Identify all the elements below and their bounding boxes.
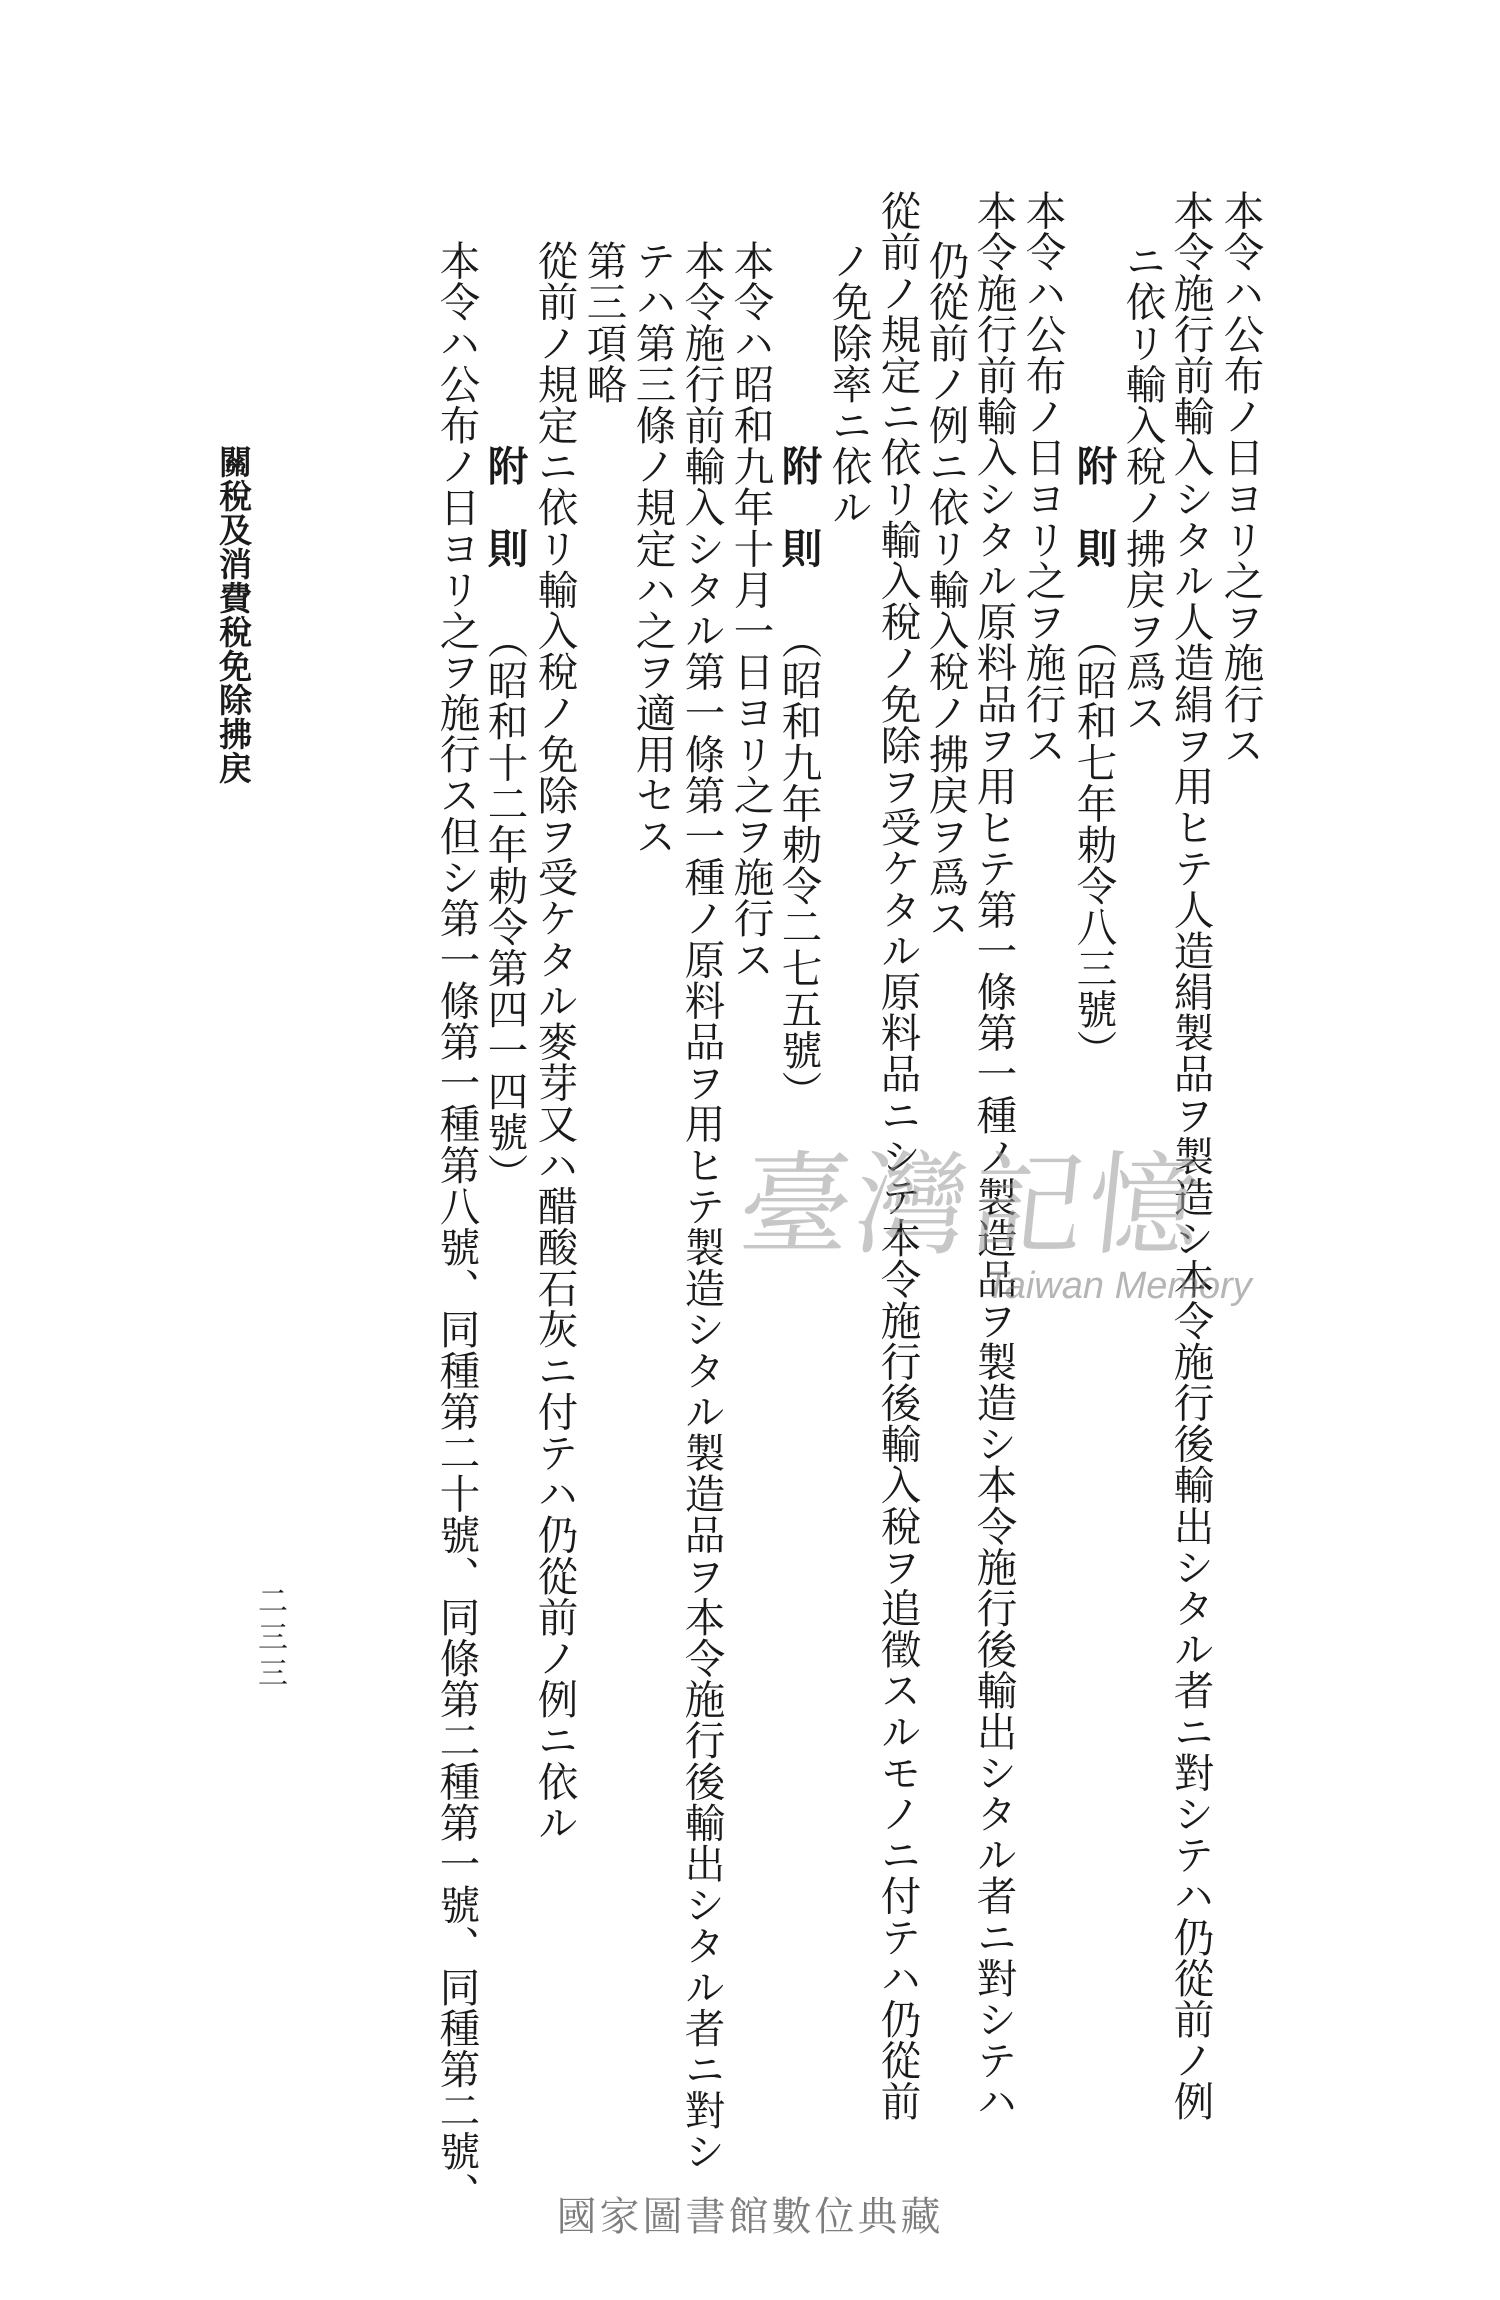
column-text: ニ依リ輸入稅ノ拂戻ヲ爲ス [1118, 240, 1167, 734]
column-text: ノ免除率ニ依ル [824, 240, 873, 528]
appendix-heading-2 [774, 445, 823, 1112]
appendix-heading-3 [480, 445, 529, 1194]
text-column-13 [628, 240, 677, 857]
column-text: 從前ノ規定ニ依リ輸入稅ノ免除ヲ受ケタル原料品ニシテ本令施行後輸入稅ヲ追徵スルモノニ付テハ仍從前 [873, 190, 922, 2122]
running-title: 關稅及消費稅免除拂戻 [214, 445, 253, 785]
text-column-9 [824, 240, 873, 528]
appendix-heading-label: 附 則 [774, 445, 823, 569]
watermark [733, 1141, 1280, 1330]
column-text: 仍從前ノ例ニ依リ輸入稅ノ拂戻ヲ爲ス [921, 240, 970, 939]
appendix-heading-1 [1069, 445, 1118, 1071]
column-text: 本令施行前輸入シタル人造絹ヲ用ヒテ人造絹製品ヲ製造シ本令施行後輸出シタル者ニ對シテハ仍從前ノ例 [1166, 190, 1215, 2122]
column-text: 本令ハ公布ノ日ヨリ之ヲ施行ス但シ第一條第一種第八號、同種第二十號、同條第二種第一號、同種第二號、 [432, 240, 481, 2213]
text-column-15 [530, 240, 579, 1843]
column-text: 本令ハ昭和九年十月一日ヨリ之ヲ施行ス [726, 240, 775, 980]
appendix-heading-label: 附 則 [1069, 445, 1118, 569]
watermark-english: Taiwan Memory [985, 1265, 1252, 1307]
appendix-heading-label: 附 則 [480, 445, 529, 569]
column-text: 第三項略 [579, 240, 628, 405]
text-column-5 [1018, 190, 1067, 766]
text-column-14 [579, 240, 628, 405]
column-text: 本令ハ公布ノ日ヨリ之ヲ施行ス [1018, 190, 1067, 766]
text-column-12 [677, 240, 726, 2172]
column-text: 本令ハ公布ノ日ヨリ之ヲ施行ス [1216, 190, 1265, 766]
column-text: テハ第三條ノ規定ハ之ヲ適用セス [628, 240, 677, 857]
page-number: 二三三 [252, 1585, 287, 1693]
text-column-11 [726, 240, 775, 980]
text-column-1 [1216, 190, 1265, 766]
text-column-17 [432, 240, 481, 2213]
footer-label: 國家圖書館數位典藏 [556, 2194, 944, 2240]
text-column-7 [921, 240, 970, 939]
column-text: 本令施行前輸入シタル第一條第一種ノ原料品ヲ用ヒテ製造シタル製造品ヲ本令施行後輸出シタル者ニ對シ [677, 240, 726, 2172]
watermark-chinese: 臺灣記憶 [733, 1141, 1211, 1271]
column-text: 本令施行前輸入シタル原料品ヲ用ヒテ第一條第一種ノ製造品ヲ製造シ本令施行後輸出シタル者ニ對シテハ [969, 190, 1018, 2122]
appendix-heading-note: （昭和九年勅令二七五號） [774, 618, 823, 1112]
column-text: 從前ノ規定ニ依リ輸入稅ノ免除ヲ受ケタル麥芽又ハ醋酸石灰ニ付テハ仍從前ノ例ニ依ル [530, 240, 579, 1843]
appendix-heading-note: （昭和十二年勅令第四一四號） [480, 618, 529, 1194]
text-column-3 [1118, 240, 1167, 734]
appendix-heading-note: （昭和七年勅令八三號） [1069, 618, 1118, 1071]
